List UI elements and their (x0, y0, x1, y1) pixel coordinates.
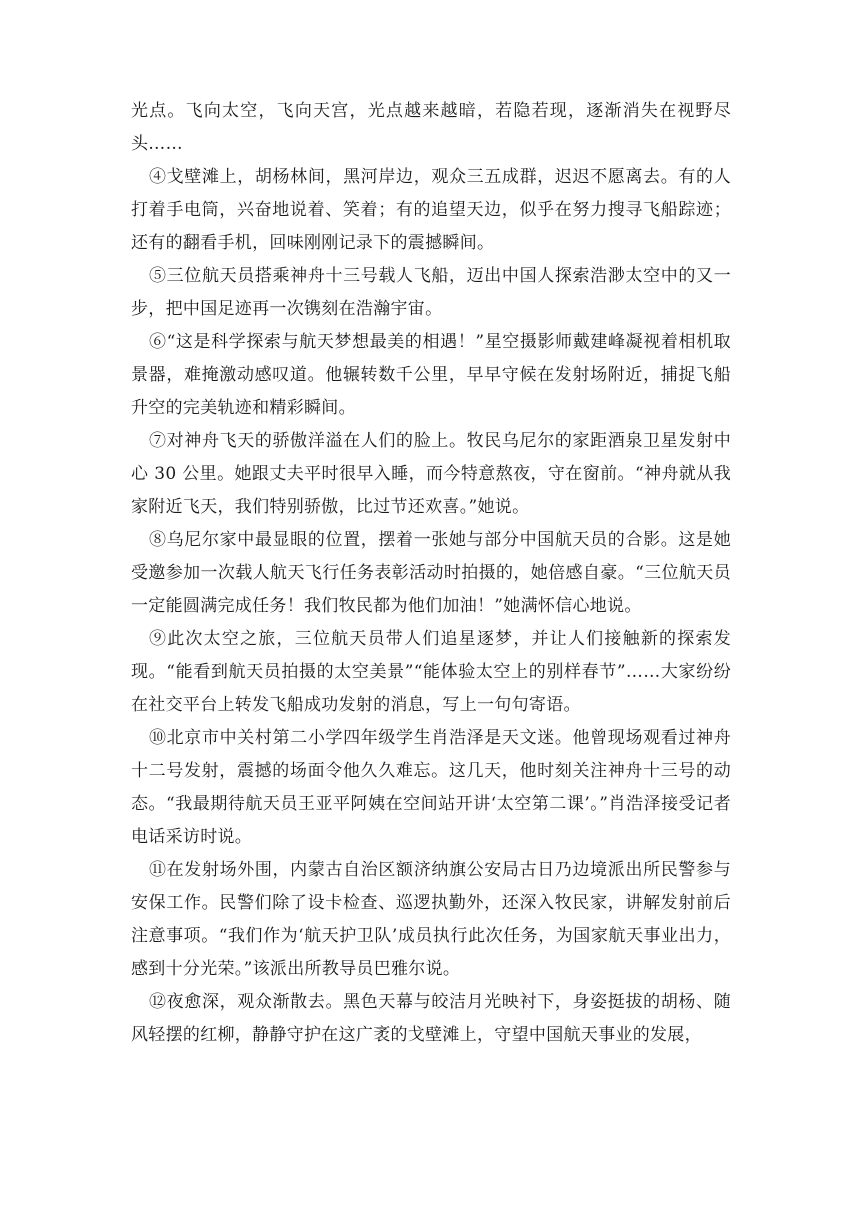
document-page (131, 95, 731, 1052)
paragraph-6: ⑥“这是科学探索与航天梦想最美的相遇！”星空摄影师戴建峰凝视着相机取景器，难掩激动感叹道。他辗转数千公里，早早守候在发射场附近，捕捉飞船升空的完美轨迹和精彩瞬间。 (131, 332, 731, 418)
paragraph-9: ⑨此次太空之旅，三位航天员带人们追星逐梦，并让人们接触新的探索发现。“能看到航天员拍摄的太空美景”“能体验太空上的别样春节”……大家纷纷在社交平台上转发飞船成功发射的消息，写上一句句寄语。 (131, 629, 731, 715)
paragraph-11: ⑪在发射场外围，内蒙古自治区额济纳旗公安局古日乃边境派出所民警参与安保工作。民警们除了设卡检查、巡逻执勤外，还深入牧民家，讲解发射前后注意事项。“我们作为‘航天护卫队’成员执行此次任务，为国家航天事业出力，感到十分光荣。”该派出所教导员巴雅尔说。 (131, 860, 731, 979)
paragraph-7: ⑦对神舟飞天的骄傲洋溢在人们的脸上。牧民乌尼尔的家距酒泉卫星发射中心 30 公里。她跟丈夫平时很早入睡，而今特意熬夜，守在窗前。“神舟就从我家附近飞天，我们特别骄傲，比过节还欢喜。”她说。 (131, 431, 731, 517)
paragraph-continuation: 光点。飞向太空，飞向天宫，光点越来越暗，若隐若现，逐渐消失在视野尽头…… (131, 101, 731, 154)
paragraph-8: ⑧乌尼尔家中最显眼的位置，摆着一张她与部分中国航天员的合影。这是她受邀参加一次载人航天飞行任务表彰活动时拍摄的，她倍感自豪。“三位航天员一定能圆满完成任务！我们牧民都为他们加油！”她满怀信心地说。 (131, 530, 731, 616)
paragraph-5: ⑤三位航天员搭乘神舟十三号载人飞船，迈出中国人探索浩渺太空中的又一步，把中国足迹再一次镌刻在浩瀚宇宙。 (131, 266, 731, 319)
paragraph-4: ④戈壁滩上，胡杨林间，黑河岸边，观众三五成群，迟迟不愿离去。有的人打着手电筒，兴奋地说着、笑着；有的追望天边，似乎在努力搜寻飞船踪迹；还有的翻看手机，回味刚刚记录下的震撼瞬间。 (131, 167, 731, 253)
paragraph-12: ⑫夜愈深，观众渐散去。黑色天幕与皎洁月光映衬下，身姿挺拔的胡杨、随风轻摆的红柳，静静守护在这广袤的戈壁滩上，守望中国航天事业的发展， (131, 992, 731, 1045)
paragraph-10: ⑩北京市中关村第二小学四年级学生肖浩泽是天文迷。他曾现场观看过神舟十二号发射，震撼的场面令他久久难忘。这几天，他时刻关注神舟十三号的动态。“我最期待航天员王亚平阿姨在空间站开讲‘太空第二课’。”肖浩泽接受记者电话采访时说。 (131, 728, 731, 847)
